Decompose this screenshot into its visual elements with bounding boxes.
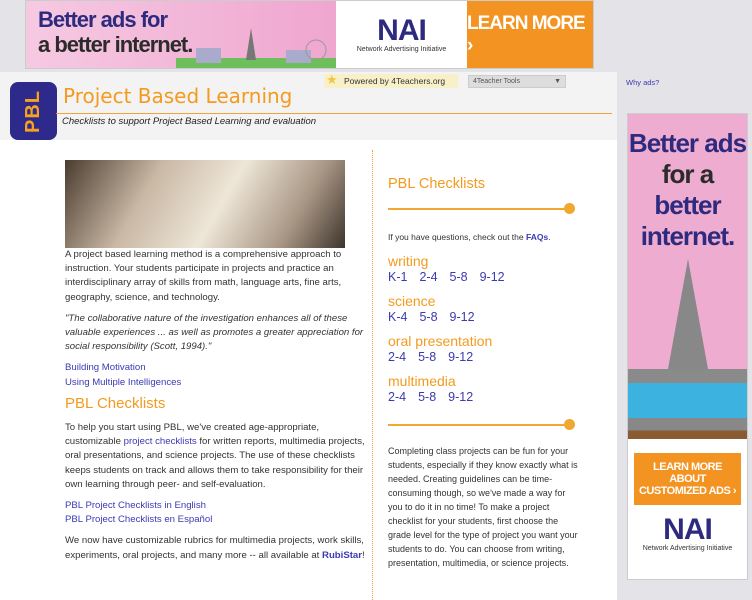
orange-rule — [388, 414, 572, 426]
left-column — [65, 248, 365, 570]
checklist-category — [388, 294, 578, 325]
page-subtitle: Checklists to support Project Based Learning and evaluation — [62, 116, 317, 127]
intro-text: A project based learning method is a comprehensive approach to instruction. Your students participate in projects and practice an interdisciplinary array of skills from math, language arts, fine arts, geography, science, and technology. — [65, 249, 342, 303]
dropdown-arrow-icon: ▼ — [554, 78, 561, 85]
why-ads-link[interactable]: Why ads? — [626, 78, 660, 87]
ad-line: internet. — [640, 221, 735, 251]
grade-link[interactable]: 5-8 — [449, 270, 468, 285]
students-photo — [65, 160, 345, 248]
faq-text: If you have questions, check out the FAQs. — [388, 232, 551, 242]
right-column — [388, 176, 578, 570]
checklist-category — [388, 334, 578, 365]
learn-more-customized-ads-button[interactable]: LEARN MORE ABOUT CUSTOMIZED ADS › — [634, 453, 741, 505]
learn-more-button[interactable]: LEARN MORE › — [467, 1, 593, 68]
project-checklists-link[interactable]: project checklists — [123, 436, 197, 448]
category-name: oral presentation — [388, 333, 493, 350]
checklists-english-link[interactable]: PBL Project Checklists in English — [65, 500, 206, 512]
category-name: multimedia — [388, 373, 456, 390]
top-banner-ad[interactable] — [25, 0, 594, 69]
checklist-description: Completing class projects can be fun for your students, especially if they know exactly what is needed. Creating guidelines can be time-consuming though, so we've made a way for you to do it in no time! To make a project checklist for your students, first choose the grade level for the type of project you want your students to do. You can choose from writing, presentation, multimedia, or science projects. — [388, 446, 578, 569]
grade-link[interactable]: K-4 — [388, 310, 408, 325]
multiple-intelligences-link[interactable]: Using Multiple Intelligences — [65, 376, 182, 388]
teacher-tools-select[interactable]: 4Teacher Tools ▼ — [468, 75, 566, 88]
ad-headline-panel — [26, 1, 336, 68]
ad-headline-panel — [628, 114, 747, 439]
grade-link[interactable]: 9-12 — [479, 270, 505, 285]
rubistar-link[interactable]: RubiStar — [322, 549, 362, 561]
header-divider — [56, 113, 612, 114]
ad-line: for a — [661, 159, 714, 189]
grade-link[interactable]: 5-8 — [418, 390, 437, 405]
grade-link[interactable]: 9-12 — [449, 310, 475, 325]
ad-line: better — [654, 190, 721, 220]
column-divider — [372, 150, 373, 600]
rubistar-text: We now have customizable rubrics for multimedia projects, work skills, experiments, oral projects, and many more -- all available at RubiStar! — [65, 535, 365, 561]
paris-illustration — [176, 28, 336, 68]
checklists-intro: To help you start using PBL, we've created age-appropriate, customizable project checklists for written reports, multimedia projects, oral presentations, and science projects. The use of these checklists keeps students on track and allows them to take responsibility for their own learning through peer- and self-evaluation. — [65, 422, 365, 490]
checklist-category — [388, 374, 578, 405]
page-title: Project Based Learning — [63, 84, 293, 108]
grade-link[interactable]: K-1 — [388, 270, 408, 285]
quote-text: "The collaborative nature of the investigation enhances all of these valuable experiences ... as well as promotes a greater appreciation for social responsibility (Scott, 1994)." — [65, 312, 364, 353]
orange-rule — [388, 198, 572, 210]
eiffel-tower-illustration — [668, 259, 708, 369]
grade-link[interactable]: 5-8 — [419, 310, 438, 325]
category-name: science — [388, 293, 436, 310]
grade-link[interactable]: 2-4 — [419, 270, 438, 285]
right-section-heading: PBL Checklists — [388, 176, 485, 192]
grade-link[interactable]: 2-4 — [388, 390, 407, 405]
grade-link[interactable]: 2-4 — [388, 350, 407, 365]
side-banner-ad[interactable] — [627, 113, 748, 580]
faqs-link[interactable]: FAQs — [525, 232, 549, 242]
checklists-spanish-link[interactable]: PBL Project Checklists en Español — [65, 514, 213, 526]
powered-by-badge[interactable]: ★ Powered by 4Teachers.org — [324, 74, 458, 88]
category-name: writing — [388, 253, 429, 270]
river-illustration — [628, 369, 747, 439]
checklist-category — [388, 254, 578, 285]
left-section-heading: PBL Checklists — [65, 394, 166, 412]
ad-headline: Better ads for — [38, 7, 168, 32]
ad-line: Better ads — [628, 128, 747, 158]
star-icon: ★ — [326, 72, 338, 87]
nai-logo: NAI Network Advertising Initiative — [336, 1, 467, 68]
ad-headline-2: a better internet. — [38, 32, 193, 57]
building-motivation-link[interactable]: Building Motivation — [65, 362, 146, 374]
grade-link[interactable]: 9-12 — [448, 390, 474, 405]
grade-link[interactable]: 5-8 — [418, 350, 437, 365]
nai-logo: NAI Network Advertising Initiative — [642, 513, 733, 552]
grade-link[interactable]: 9-12 — [448, 350, 474, 365]
pbl-logo[interactable]: PBL — [10, 82, 57, 140]
